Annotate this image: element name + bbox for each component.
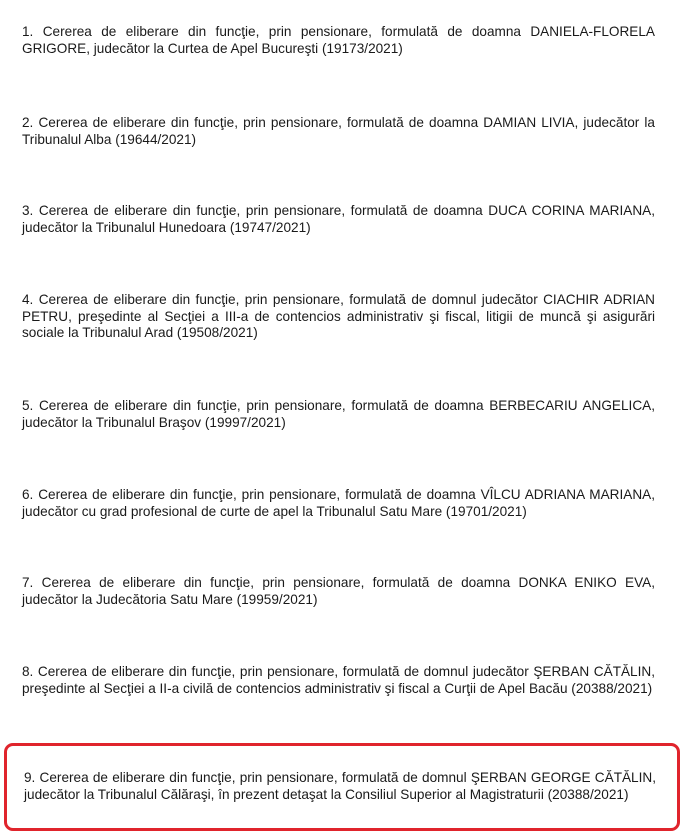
list-item-text: 4. Cererea de eliberare din funcţie, prin pensionare, formulată de domnul judecător CIACHIR ADRIAN PETRU, preşedinte al Secţiei a III-a de contencios administrativ şi fiscal, litigii de muncă şi asigurări sociale la Tribunalul Arad (19508/2021) [22,292,655,340]
list-item-highlighted [24,770,656,803]
list-item-text: 9. Cererea de eliberare din funcţie, prin pensionare, formulată de domnul ŞERBAN GEORGE CĂTĂLIN, judecător la Tribunalul Călăraşi, în prezent detaşat la Consiliul Superior al Magistraturii (20388/2021) [24,770,656,802]
list-item [22,664,655,697]
list-item [22,575,655,608]
list-item [22,115,655,148]
list-item-text: 6. Cererea de eliberare din funcţie, prin pensionare, formulată de doamna VÎLCU ADRIANA MARIANA, judecător cu grad profesional de curte de apel la Tribunalul Satu Mare (19701/2021) [22,487,655,519]
list-item [22,24,655,57]
list-item [22,292,655,342]
list-item [22,487,655,520]
list-item-text: 1. Cererea de eliberare din funcţie, prin pensionare, formulată de doamna DANIELA-FLORELA GRIGORE, judecător la Curtea de Apel Bucureşti (19173/2021) [22,24,655,56]
list-item-text: 3. Cererea de eliberare din funcţie, prin pensionare, formulată de doamna DUCA CORINA MARIANA, judecător la Tribunalul Hunedoara (19747/2021) [22,203,655,235]
list-item-text: 5. Cererea de eliberare din funcţie, prin pensionare, formulată de doamna BERBECARIU ANGELICA, judecător la Tribunalul Braşov (19997/2021) [22,398,655,430]
list-item-text: 2. Cererea de eliberare din funcţie, prin pensionare, formulată de doamna DAMIAN LIVIA, judecător la Tribunalul Alba (19644/2021) [22,115,655,147]
list-item-text: 8. Cererea de eliberare din funcţie, prin pensionare, formulată de domnul judecător ŞERBAN CĂTĂLIN, preşedinte al Secţiei a II-a civilă de contencios administrativ şi fiscal a Curţii de Apel Bacău (20388/2021) [22,664,655,696]
list-item [22,398,655,431]
list-item-text: 7. Cererea de eliberare din funcţie, prin pensionare, formulată de doamna DONKA ENIKO EVA, judecător la Judecătoria Satu Mare (19959/2021) [22,575,655,607]
list-item [22,203,655,236]
